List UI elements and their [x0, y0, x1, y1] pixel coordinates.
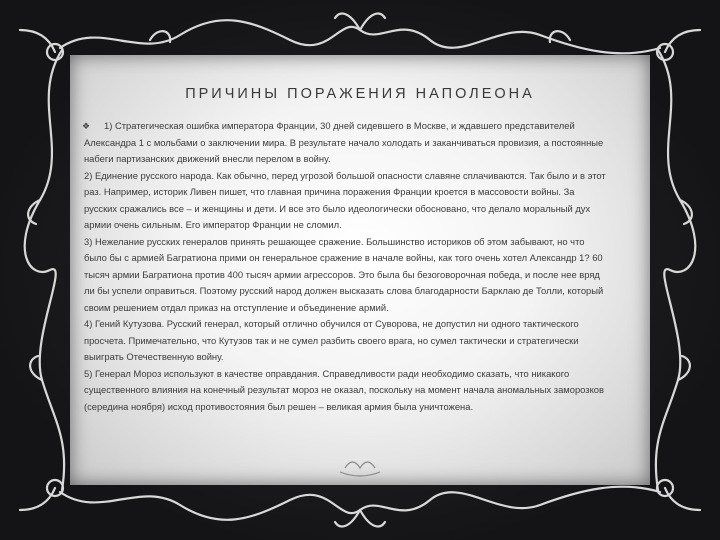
text-line: 5) Генерал Мороз используют в качестве оправдания. Справедливости ради необходимо сказать, что никакого — [84, 367, 570, 379]
text-line: выиграть Отечественную войну. — [84, 351, 224, 362]
text-line: тысяч армии Багратиона против 400 тысяч армии агрессоров. Это была бы безоговорочная победа, и после нее вряд — [84, 268, 600, 280]
text-line: просчета. Примечательно, что Кутузов так и не сумел разбить своего врага, но сумел тактически и стратегически — [84, 334, 579, 346]
text-line: было бы с армией Багратиона прими он генеральное сражение в начале войны, как того очень хотел Александр 1? 60 — [84, 252, 603, 263]
text-line: русских сражались все – и женщины и дети. И все это было идеологически обосновано, что делало моральный дух — [84, 202, 591, 214]
bullet-line — [84, 118, 640, 135]
text-line: 4) Гений Кутузова. Русский генерал, который отлично обучился от Суворова, не допустил ни одного тактического — [84, 318, 579, 329]
text-line: Александра 1 с мольбами о заключении мира. В результате начало холодать и заканчиваться провизия, а постоянные — [84, 136, 604, 148]
text-line: набеги партизанских движений внесли перелом в войну. — [84, 153, 331, 164]
page-title: ПРИЧИНЫ ПОРАЖЕНИЯ НАПОЛЕОНА — [185, 86, 535, 102]
text-line: 2) Единение русского народа. Как обычно, перед угрозой большой опасности славяне сплачиваются. Так было и в этот — [84, 169, 606, 181]
diamond-flower-icon: ❖ — [82, 121, 91, 131]
text-line: раз. Например, историк Ливен пишет, что главная причина поражения Франции кроется в массовости войны. За — [84, 186, 575, 197]
text-line: существенного влияния на конечный результат мороз не оказал, поскольку на момент начала аномальных заморозков — [84, 384, 604, 395]
text-line: 1) Стратегическая ошибка императора Франции, 30 дней сидевшего в Москве, и ждавшего представителей — [104, 120, 575, 131]
text-line: 3) Нежелание русских генералов принять решающее сражение. Большинство историков об этом забывают, но что — [84, 235, 585, 247]
text-line: своим решением отдал приказ на отступление и объединение армий. — [84, 301, 389, 313]
text-line: ли бы успели оправиться. Поэтому русский народ должен высказать слова благодарности Барклаю де Толли, который — [84, 285, 604, 296]
content-body — [84, 118, 640, 415]
text-line: (середина ноября) исход противостояния был решен – великая армия была уничтожена. — [84, 400, 474, 412]
text-line: армии очень сильным. Его император Франции не сломил. — [84, 219, 342, 230]
